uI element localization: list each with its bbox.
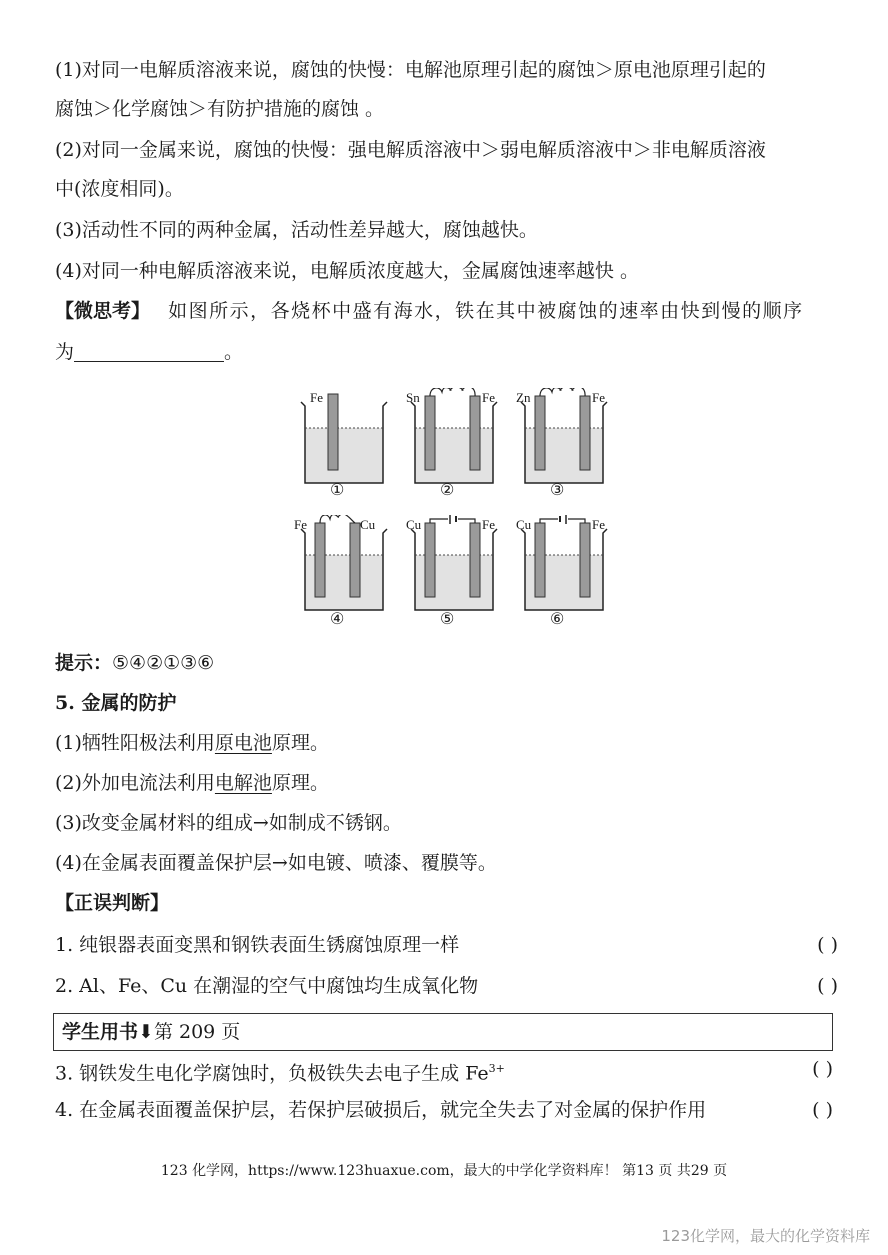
book-reference-box	[53, 1013, 833, 1051]
beaker-4-right-electrode	[350, 523, 360, 597]
protection-item-1	[55, 730, 329, 756]
judge-q3-text: 3. 钢铁发生电化学腐蚀时，负极铁失去电子生成 Fe	[55, 1062, 489, 1085]
beaker-3-left-electrode	[535, 396, 545, 470]
beaker-4-number: ④	[330, 609, 345, 628]
beaker-4	[294, 515, 390, 628]
answer-blank[interactable]	[74, 343, 224, 362]
protection-item-2-answer: 电解池	[214, 772, 272, 794]
protection-item-2	[55, 770, 329, 796]
beaker-6-number: ⑥	[550, 609, 565, 628]
protection-item-2-prefix: (2)外加电流法利用	[55, 772, 215, 794]
beaker-6-right-label: Fe	[592, 517, 605, 532]
judge-q4: 4. 在金属表面覆盖保护层，若保护层破损后，就完全失去了对金属的保护作用	[55, 1099, 707, 1121]
micro-think-tag: 【微思考】	[55, 300, 151, 322]
beaker-5-left-electrode	[425, 523, 435, 597]
rule-1-line-2: 腐蚀＞化学腐蚀＞有防护措施的腐蚀 。	[55, 98, 385, 120]
beaker-4-right-label: Cu	[360, 517, 376, 532]
beaker-6-left-label: Cu	[516, 517, 532, 532]
beaker-2-number: ②	[440, 480, 455, 499]
beaker-4-left-electrode	[315, 523, 325, 597]
rule-3: (3)活动性不同的两种金属，活动性差异越大，腐蚀越快。	[55, 219, 538, 241]
beaker-4-wire	[320, 515, 355, 523]
page-footer: 123 化学网，https://www.123huaxue.com，最大的中学化学资料库！ 第13 页 共29 页	[160, 1163, 728, 1179]
beaker-5-wire	[430, 519, 475, 523]
watermark: 123化学网，最大的化学资料库	[661, 1227, 870, 1245]
book-reference-page: 第 209 页	[153, 1021, 241, 1043]
beaker-6-wire	[540, 519, 585, 523]
beaker-3-right-electrode	[580, 396, 590, 470]
judge-q2: 2. Al、Fe、Cu 在潮湿的空气中腐蚀均生成氧化物	[55, 975, 479, 997]
beaker-1-solution	[305, 428, 383, 483]
protection-item-2-suffix: 原理。	[271, 772, 329, 794]
beaker-4-left-label: Fe	[294, 517, 307, 532]
judge-q1: 1. 纯银器表面变黑和钢铁表面生锈腐蚀原理一样	[55, 934, 460, 956]
hint-label: 提示：	[55, 652, 113, 674]
protection-item-3: (3)改变金属材料的组成→如制成不锈钢。	[55, 812, 402, 834]
judge-q2-paren[interactable]: ( )	[817, 975, 838, 997]
hint	[55, 650, 214, 676]
book-reference-text: 学生用书	[62, 1021, 139, 1043]
micro-think-text: 如图所示，各烧杯中盛有海水，铁在其中被腐蚀的速率由快到慢的顺序	[168, 300, 804, 322]
beaker-3	[516, 388, 610, 499]
micro-think-line-2	[55, 339, 243, 365]
beaker-2	[406, 388, 500, 499]
rule-2-line-2: 中(浓度相同)。	[55, 178, 184, 200]
beaker-3-wire	[540, 388, 585, 396]
beaker-2-left-electrode	[425, 396, 435, 470]
beaker-1	[300, 388, 390, 499]
beaker-5	[406, 515, 500, 628]
beaker-6	[516, 515, 610, 628]
beaker-5-number: ⑤	[440, 609, 455, 628]
beaker-6-right-electrode	[580, 523, 590, 597]
judge-heading: 【正误判断】	[55, 892, 170, 914]
down-arrow-icon: ⬇	[138, 1021, 154, 1043]
judge-q3	[55, 1056, 505, 1086]
hint-answer: ⑤④②①③⑥	[112, 652, 215, 674]
beaker-1-fe-electrode	[328, 394, 338, 470]
beaker-2-wire	[430, 388, 475, 396]
beaker-3-left-label: Zn	[516, 390, 531, 405]
protection-item-1-prefix: (1)牺牲阳极法利用	[55, 732, 215, 754]
beaker-1-left-label: Fe	[310, 390, 323, 405]
judge-q1-paren[interactable]: ( )	[817, 934, 838, 956]
beaker-3-right-label: Fe	[592, 390, 605, 405]
rule-4: (4)对同一种电解质溶液来说，电解质浓度越大，金属腐蚀速率越快 。	[55, 260, 639, 282]
beaker-6-left-electrode	[535, 523, 545, 597]
beaker-2-right-electrode	[470, 396, 480, 470]
micro-think-suffix: 。	[224, 341, 244, 363]
protection-heading: 5. 金属的防护	[55, 692, 177, 714]
micro-think-line-1	[55, 298, 804, 324]
judge-q3-paren[interactable]: ( )	[812, 1058, 833, 1080]
protection-item-1-suffix: 原理。	[271, 732, 329, 754]
rule-2-line-1: (2)对同一金属来说，腐蚀的快慢：强电解质溶液中＞弱电解质溶液中＞非电解质溶液	[55, 139, 766, 161]
judge-q3-superscript: 3+	[488, 1062, 505, 1075]
beaker-1-number: ①	[330, 480, 345, 499]
beaker-3-number: ③	[550, 480, 565, 499]
judge-q4-paren[interactable]: ( )	[812, 1099, 833, 1121]
protection-item-4: (4)在金属表面覆盖保护层→如电镀、喷漆、覆膜等。	[55, 852, 497, 874]
beaker-5-left-label: Cu	[406, 517, 422, 532]
beaker-2-left-label: Sn	[406, 390, 420, 405]
beaker-5-right-electrode	[470, 523, 480, 597]
beaker-4-svg	[300, 515, 390, 615]
protection-item-1-answer: 原电池	[214, 732, 272, 754]
rule-1-line-1: (1)对同一电解质溶液来说，腐蚀的快慢：电解池原理引起的腐蚀＞原电池原理引起的	[55, 59, 766, 81]
beaker-2-right-label: Fe	[482, 390, 495, 405]
micro-think-prefix: 为	[55, 341, 75, 363]
beaker-5-right-label: Fe	[482, 517, 495, 532]
